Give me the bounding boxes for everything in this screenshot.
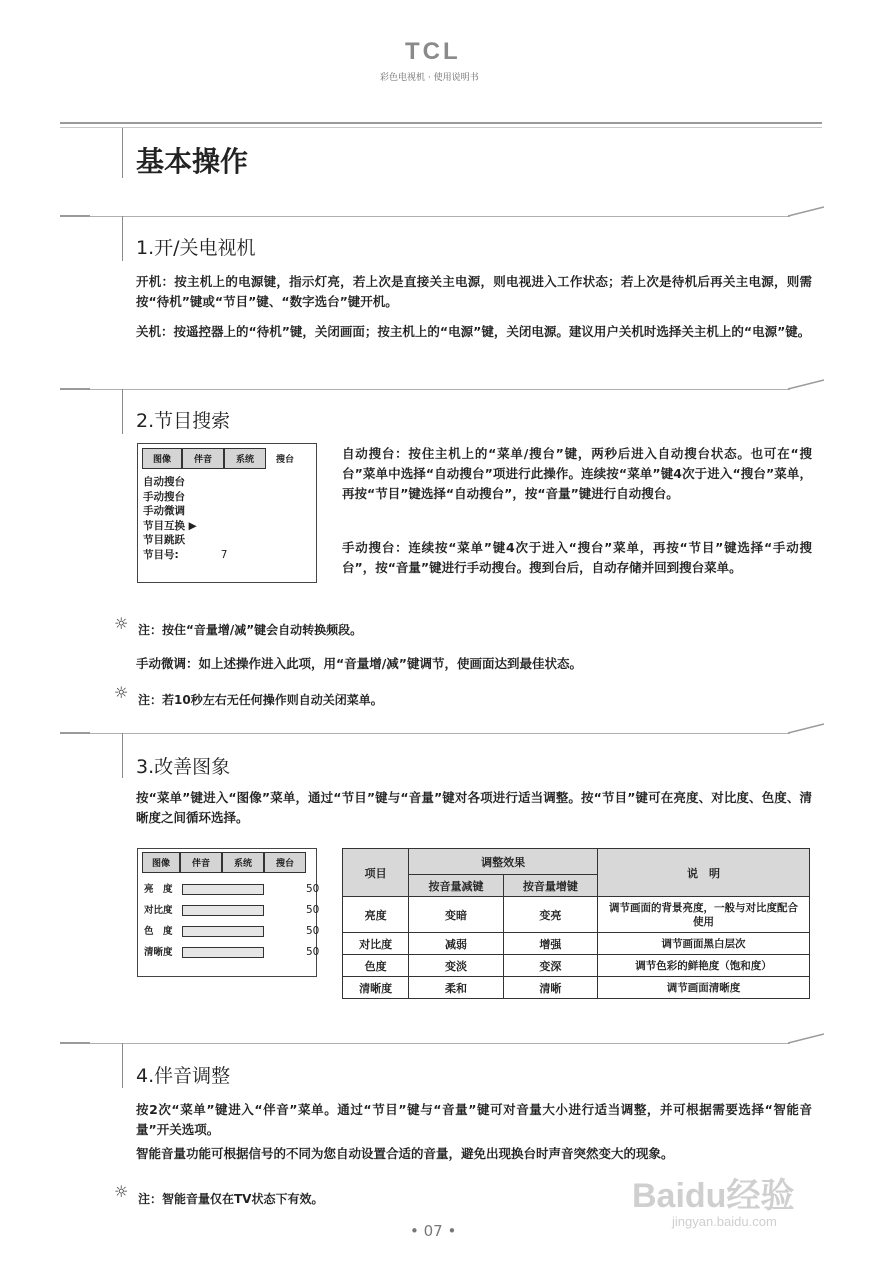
tab-image: 图像 [142,448,182,469]
table-row: 对比度 减弱 增强 调节画面黑白层次 [343,933,810,955]
section-3-rule-tail [788,722,824,736]
tab-system: 系统 [222,852,264,873]
header-subtitle: 彩色电视机 · 使用说明书 [380,73,479,83]
contrast-bar [182,905,264,916]
note-sun-icon: ☼ [114,614,129,633]
section-2-title: 2.节目搜索 [136,410,231,432]
brightness-bar [182,884,264,895]
menu-item-manual-search: 手动搜台 [143,490,185,503]
table-header-dec: 按音量减键 [409,875,503,897]
watermark-brand: Baidu经验 [632,1177,795,1215]
tab-search: 搜台 [266,448,304,469]
tab-sound: 伴音 [182,448,224,469]
section-4-title: 4.伴音调整 [136,1065,231,1087]
section-2-note-1: 注：按住“音量增/减”键会自动转换频段。 [138,623,363,637]
picture-row-contrast: 对比度 50 [144,904,320,916]
section-3-rule [90,733,790,734]
search-menu-screen [137,443,317,583]
tab-search: 搜台 [264,852,306,873]
table-header-item: 项目 [343,849,409,897]
picture-menu-screen [137,848,320,977]
tab-sound: 伴音 [180,852,222,873]
section-1-para-1: 开机：按主机上的电源键，指示灯亮，若上次是直接关主电源，则电视进入工作状态；若上次是待机后再关主电源，则需按“待机”键或“节目”键、“数字选台”键开机。 [136,274,812,309]
header-rule-thin [60,127,822,128]
title-vertical-bar [122,128,123,178]
note-sun-icon: ☼ [114,683,129,702]
section-4-rule-tail [788,1032,824,1046]
watermark-url: jingyan.baidu.com [672,1214,777,1229]
page-number: • 07 • [410,1222,457,1240]
section-3-rule-left [60,732,90,734]
table-header-note: 说 明 [598,849,810,897]
menu-item-fine-tune: 手动微调 [143,505,185,517]
section-2-rule [90,389,790,390]
section-2-vertical-bar [122,389,123,434]
picture-adjust-table [342,848,810,999]
section-2-note-2: 注：若10秒左右无任何操作则自动关闭菜单。 [138,693,383,707]
table-row: 亮度 变暗 变亮 调节画面的背景亮度，一般与对比度配合使用 [343,897,810,933]
picture-row-sharpness: 清晰度 50 [144,946,320,958]
section-4-vertical-bar [122,1043,123,1088]
section-1-para-2: 关机：按遥控器上的“待机”键，关闭画面；按主机上的“电源”键，关闭电源。建议用户关机时选择关主机上的“电源”键。 [136,324,811,339]
section-4-rule [90,1043,790,1044]
section-2-fine-tune: 手动微调：如上述操作进入此项，用“音量增/减”键调节，使画面达到最佳状态。 [136,656,582,671]
section-4-rule-left [60,1042,90,1044]
table-header-inc: 按音量增键 [503,875,597,897]
section-2-para-1: 自动搜台：按住主机上的“菜单/搜台”键，两秒后进入自动搜台状态。也可在“搜台”菜单中选择“自动搜台”项进行此操作。连续按“菜单”键4次于进入“搜台”菜单，再按“节目”键选择“自动搜台”，按“音量”键进行自动搜台。 [342,446,812,501]
menu-item-auto-search: 自动搜台 [143,476,185,488]
note-sun-icon: ☼ [114,1182,129,1201]
section-2-para-2: 手动搜台：连续按“菜单”键4次于进入“搜台”菜单，再按“节目”键选择“手动搜台”，按“音量”键进行手动搜台。搜到台后，自动存储并回到搜台菜单。 [342,540,812,575]
section-3-vertical-bar [122,733,123,778]
program-number-label: 节目号: [143,548,179,561]
section-4-para-1: 按2次“菜单”键进入“伴音”菜单。通过“节目”键与“音量”键可对音量大小进行适当调整，并可根据需要选择“智能音量”开关选项。 [136,1102,812,1137]
table-row: 清晰度 柔和 清晰 调节画面清晰度 [343,977,810,999]
brand-logo: TCL [405,38,461,65]
section-2-rule-tail [788,378,824,392]
section-1-vertical-bar [122,216,123,261]
table-header-effect: 调整效果 [409,849,598,875]
menu-item-program-number [143,548,227,563]
tab-system: 系统 [224,448,266,469]
section-1-rule-left [60,215,90,217]
section-1-rule-tail [788,205,824,219]
tab-image: 图像 [142,852,180,873]
section-4-para-2: 智能音量功能可根据信号的不同为您自动设置合适的音量，避免出现换台时声音突然变大的现象。 [136,1146,674,1161]
color-bar [182,926,264,937]
section-2-rule-left [60,388,90,390]
section-3-para-1: 按“菜单”键进入“图像”菜单，通过“节目”键与“音量”键对各项进行适当调整。按“节目”键可在亮度、对比度、色度、清晰度之间循环选择。 [136,790,812,825]
picture-row-color: 色 度 50 [144,925,320,937]
header-rule [60,122,822,124]
section-3-title: 3.改善图象 [136,756,231,778]
page-title: 基本操作 [136,145,249,178]
sharpness-bar [182,947,264,958]
section-1-rule [90,216,790,217]
section-1-title: 1.开/关电视机 [136,237,256,259]
table-row: 色度 变淡 变深 调节色彩的鲜艳度（饱和度） [343,955,810,977]
section-4-note: 注：智能音量仅在TV状态下有效。 [138,1192,324,1206]
program-number-value: 7 [220,548,228,561]
menu-item-skip: 节目跳跃 [143,534,185,546]
picture-row-brightness: 亮 度 50 [144,883,320,895]
menu-item-swap: 节目互换 ▶ [143,519,197,532]
